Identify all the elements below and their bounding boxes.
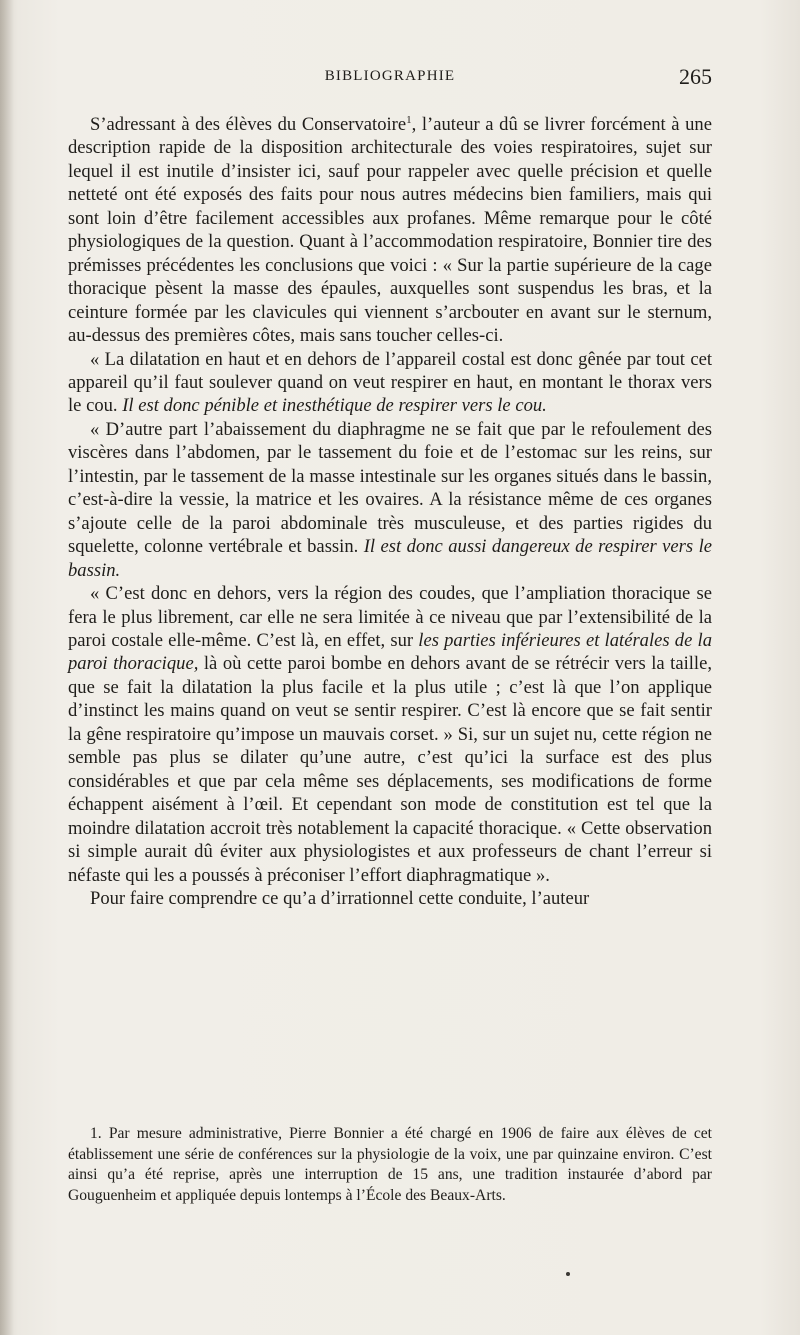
page-header xyxy=(68,64,712,92)
paragraph-3: « D’autre part l’abaissement du diaphragme ne se fait que par le refoulement des viscères dans l’abdomen, par le tassement du foie et de l’estomac sur les reins, sur l’intestin, par le tassement de la masse intestinale sur les organes situés dans le bassin, c’est-à-dire la vessie, la matrice et les ovaires. A la résistance même de ces organes s’ajoute celle de la paroi abdominale très musculeuse, et des parties rigides du squelette, colonne vertébrale et bassin. Il est donc aussi dangereux de respirer vers le bassin. xyxy=(68,418,712,581)
paragraph-2: « La dilatation en haut et en dehors de l’appareil costal est donc gênée par tout cet appareil qu’il faut soulever quand on veut respirer en haut, en montant le thorax vers le cou. Il est donc pénible et inesthétique de respirer vers le cou. xyxy=(68,348,712,417)
italic-phrase: Il est donc pénible et inesthétique de respirer vers le cou. xyxy=(122,395,547,417)
main-text xyxy=(68,113,712,910)
page-number: 265 xyxy=(679,64,712,89)
paragraph-1: S’adressant à des élèves du Conservatoire$^1$, l’auteur a dû se livrer forcément à une description rapide de la disposition architecturale des voies respiratoires, sujet sur lequel il est inutile d’insister ici, sauf pour rappeler avec quelle précision et quelle netteté ont été exposés des faits pour nous autres médecins bien familiers, mais qui sont loin d’être facilement accessibles aux profanes. Même remarque pour le côté physiologiques de la question. Quant à l’accommodation respiratoire, Bonnier tire des prémisses précédentes les conclusions que voici : « Sur la partie supérieure de la cage thoracique pèsent la masse des épaules, auxquelles sont suspendus les bras, et la ceinture formée par les clavicules qui viennent s’arcbouter en avant sur le sternum, au-dessus des premières côtes, mais sans toucher celles-ci. xyxy=(68,114,712,347)
italic-phrase: les parties inférieures et latérales de la paroi thoracique, xyxy=(68,629,712,675)
paragraph-5: Pour faire comprendre ce qu’a d’irrationnel cette conduite, l’auteur xyxy=(90,887,590,909)
footnotes xyxy=(68,1124,712,1206)
italic-phrase: Il est donc aussi dangereux de respirer vers le bassin. xyxy=(68,536,712,581)
paragraph-4: « C’est donc en dehors, vers la région des coudes, que l’ampliation thoracique se fera le plus librement, car elle ne sera limitée à ce niveau que par l’extensibilité de la paroi costale elle-même. C’est là, en effet, sur les parties inférieures et latérales de la paroi thoracique, là où cette paroi bombe en dehors avant de se rétrécir vers la taille, que se fait la dilatation la plus facile et la plus utile ; c’est là que l’on applique d’instinct les mains quand on veut se sentir respirer. C’est là encore que se fait sentir la gêne respiratoire qu’impose un mauvais corset. » Si, sur un sujet nu, cette région ne semble pas plus se dilater qu’une autre, c’est qu’ici la surface est des plus considérables et que par cela même ses déplacements, ses modifications de forme échappent aisément à l’œil. Et cependant son mode de constitution est tel que la moindre dilatation accroit très notablement la capacité thoracique. « Cette observation si simple aurait dû éviter aux physiologistes et aux professeurs de chant l’erreur si néfaste qui les a poussés à préconiser l’effort diaphragmatique ». xyxy=(68,583,712,886)
binding-shadow xyxy=(0,0,14,1335)
footnote-reference: 1 xyxy=(406,114,412,126)
ink-speck xyxy=(566,1272,570,1276)
running-title: BIBLIOGRAPHIE xyxy=(324,68,456,84)
footnote-1: 1. Par mesure administrative, Pierre Bonnier a été chargé en 1906 de faire aux élèves de cet établissement une série de conférences sur la physiologie de la voix, une par quinzaine environ. C’est ainsi qu’a été reprise, après une interruption de 15 ans, une tradition instaurée d’abord par Gouguenheim et appliquée depuis lontemps à l’École des Beaux-Arts. xyxy=(68,1125,712,1204)
